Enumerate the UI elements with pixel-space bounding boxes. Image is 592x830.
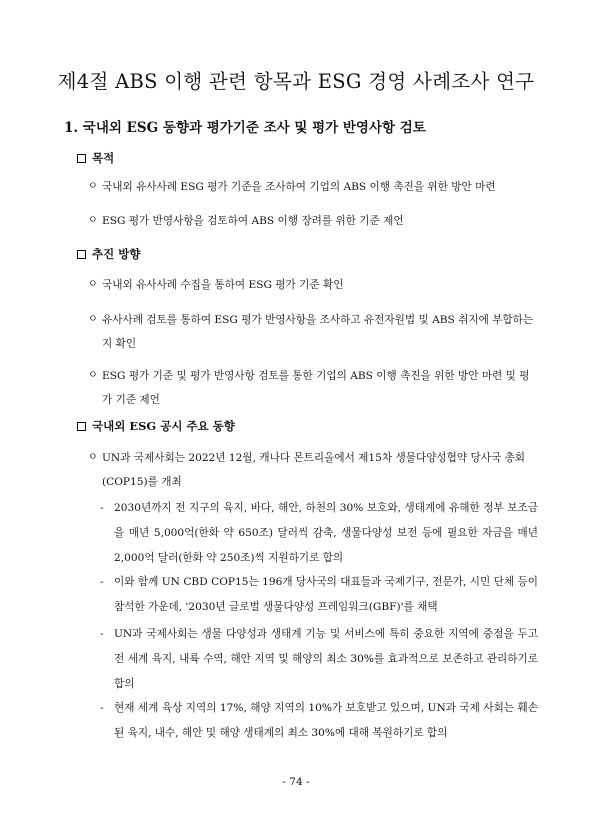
dash-text: UN과 국제사회는 생물 다양성과 생태계 기능 및 서비스에 특히 중요한 지역에 중점을 두고 전 세계 육지, 내륙 수역, 해안 지역 및 해양의 최소 30%를 효과적으로 보존하고 관리하기로 합의 bbox=[114, 628, 538, 690]
circle-bullet-icon: ㅇ bbox=[88, 314, 98, 325]
dash-marker: - bbox=[100, 502, 104, 514]
chapter-title: 제4절 ABS 이행 관련 항목과 ESG 경영 사례조사 연구 bbox=[57, 70, 535, 93]
circle-bullet-icon: ㅇ bbox=[88, 215, 98, 226]
bullet-item bbox=[88, 175, 538, 199]
dash-marker: - bbox=[100, 702, 104, 714]
bullet-text: UN과 국제사회는 2022년 12월, 캐나다 몬트리올에서 제15차 생물다양성협약 당사국 총회(COP15)를 개최 bbox=[102, 452, 526, 488]
dash-text: 현재 세계 육상 지역의 17%, 해양 지역의 10%가 보호받고 있으며, UN과 국제 사회는 훼손된 육지, 내수, 해안 및 해양 생태계의 최소 30%에 대해 복원하기로 합의 bbox=[114, 702, 538, 739]
bullet-text: 국내외 유사사례 ESG 평가 기준을 조사하여 기업의 ABS 이행 촉진을 위한 방안 마련 bbox=[102, 181, 496, 193]
bullet-item bbox=[88, 273, 538, 297]
page-number: - 74 - bbox=[282, 776, 310, 788]
heading-purpose bbox=[77, 150, 114, 166]
dash-item bbox=[100, 570, 538, 620]
heading-esg-trends bbox=[77, 418, 235, 434]
heading-label: 추진 방향 bbox=[92, 247, 141, 261]
heading-label: 목적 bbox=[92, 151, 115, 165]
dash-marker: - bbox=[100, 628, 104, 640]
bullet-text: 국내외 유사사례 수집을 통하여 ESG 평가 기준 확인 bbox=[102, 279, 344, 291]
circle-bullet-icon: ㅇ bbox=[88, 370, 98, 381]
bullet-item bbox=[88, 446, 538, 494]
heading-direction bbox=[77, 246, 140, 262]
checkbox-square-icon bbox=[77, 250, 86, 259]
bullet-item bbox=[88, 364, 538, 412]
bullet-text: ESG 평가 기준 및 평가 반영사항 검토를 통한 기업의 ABS 이행 촉진을 위한 방안 마련 및 평가 기준 제언 bbox=[102, 370, 530, 406]
heading-label: 국내외 ESG 공시 주요 동향 bbox=[92, 419, 235, 433]
checkbox-square-icon bbox=[77, 154, 86, 163]
dash-item bbox=[100, 496, 538, 571]
bullet-item bbox=[88, 308, 538, 356]
dash-item bbox=[100, 622, 538, 697]
dash-marker: - bbox=[100, 576, 104, 588]
circle-bullet-icon: ㅇ bbox=[88, 452, 98, 463]
circle-bullet-icon: ㅇ bbox=[88, 279, 98, 290]
checkbox-square-icon bbox=[77, 422, 86, 431]
dash-text: 2030년까지 전 지구의 육지, 바다, 해안, 하천의 30% 보호와, 생태계에 유해한 정부 보조금을 매년 5,000억(한화 약 650조) 달러씩 감축, 생물다양성 보전 등에 필요한 자금을 매년 2,000억 달러(한화 약 250조)씩 지원하기로 합의 bbox=[114, 502, 538, 564]
bullet-text: 유사사례 검토를 통하여 ESG 평가 반영사항을 조사하고 유전자원법 및 ABS 취지에 부합하는지 확인 bbox=[102, 314, 534, 350]
dash-item bbox=[100, 696, 538, 746]
section-title: 1. 국내외 ESG 동향과 평가기준 조사 및 평가 반영사항 검토 bbox=[64, 120, 426, 136]
bullet-text: ESG 평가 반영사항을 검토하여 ABS 이행 장려를 위한 기준 제언 bbox=[102, 215, 404, 227]
circle-bullet-icon: ㅇ bbox=[88, 181, 98, 192]
dash-text: 이와 함께 UN CBD COP15는 196개 당사국의 대표들과 국제기구, 전문가, 시민 단체 등이 참석한 가운데, '2030년 글로벌 생물다양성 프레임워크(GBF)'를 채택 bbox=[114, 576, 538, 613]
bullet-item bbox=[88, 209, 538, 233]
